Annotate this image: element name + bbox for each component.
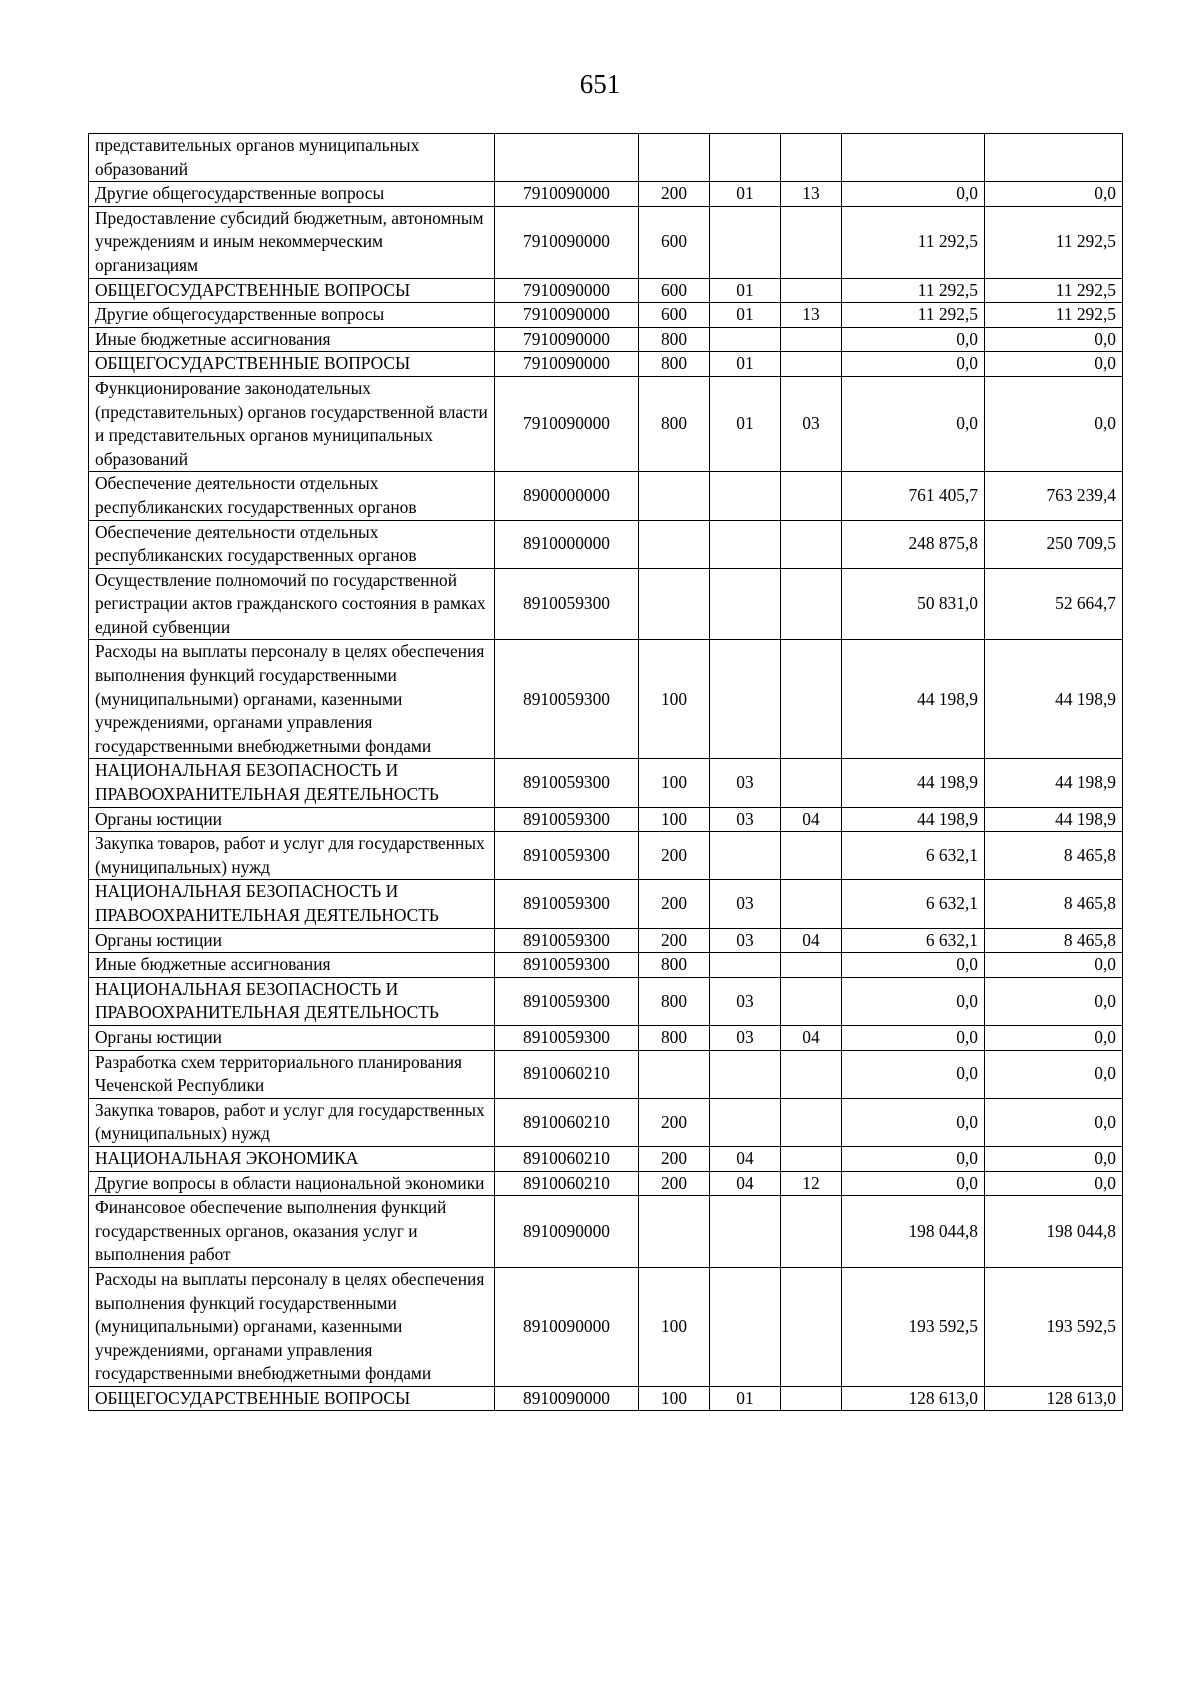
expense-type-cell: 200	[639, 880, 710, 928]
expense-type-cell: 100	[639, 1386, 710, 1411]
table-row	[89, 977, 1123, 1025]
table-row	[89, 1196, 1123, 1268]
section-cell	[710, 640, 781, 759]
section-cell	[710, 1196, 781, 1268]
subsection-cell	[781, 352, 842, 377]
amount-2-cell: 0,0	[985, 376, 1123, 471]
section-cell: 01	[710, 352, 781, 377]
section-cell	[710, 1267, 781, 1386]
section-cell	[710, 953, 781, 978]
expense-type-cell: 100	[639, 759, 710, 807]
code-cell: 7910090000	[495, 278, 639, 303]
amount-1-cell: 0,0	[842, 327, 985, 352]
row-name-cell: Другие вопросы в области национальной экономики	[89, 1171, 495, 1196]
row-name-cell: Органы юстиции	[89, 807, 495, 832]
subsection-cell	[781, 640, 842, 759]
row-name-cell: представительных органов муниципальных образований	[89, 134, 495, 182]
table-row	[89, 206, 1123, 278]
section-cell	[710, 520, 781, 568]
code-cell: 8910059300	[495, 977, 639, 1025]
table-row	[89, 568, 1123, 640]
amount-1-cell: 44 198,9	[842, 807, 985, 832]
amount-1-cell: 11 292,5	[842, 206, 985, 278]
section-cell	[710, 134, 781, 182]
amount-2-cell: 52 664,7	[985, 568, 1123, 640]
amount-1-cell: 0,0	[842, 977, 985, 1025]
section-cell	[710, 472, 781, 520]
subsection-cell: 13	[781, 182, 842, 207]
subsection-cell	[781, 1267, 842, 1386]
row-name-cell: НАЦИОНАЛЬНАЯ БЕЗОПАСНОСТЬ И ПРАВООХРАНИТЕЛЬНАЯ ДЕЯТЕЛЬНОСТЬ	[89, 977, 495, 1025]
table-row	[89, 1267, 1123, 1386]
amount-2-cell	[985, 134, 1123, 182]
amount-1-cell: 0,0	[842, 1025, 985, 1050]
expense-type-cell	[639, 1050, 710, 1098]
amount-2-cell: 250 709,5	[985, 520, 1123, 568]
table-row	[89, 352, 1123, 377]
subsection-cell: 03	[781, 376, 842, 471]
amount-2-cell: 193 592,5	[985, 1267, 1123, 1386]
section-cell	[710, 832, 781, 880]
expense-type-cell: 600	[639, 206, 710, 278]
expense-type-cell: 800	[639, 953, 710, 978]
expense-type-cell: 800	[639, 977, 710, 1025]
row-name-cell: Органы юстиции	[89, 928, 495, 953]
table-row	[89, 134, 1123, 182]
amount-1-cell: 11 292,5	[842, 303, 985, 328]
row-name-cell: НАЦИОНАЛЬНАЯ ЭКОНОМИКА	[89, 1146, 495, 1171]
table-row	[89, 832, 1123, 880]
section-cell: 04	[710, 1146, 781, 1171]
table-row	[89, 1098, 1123, 1146]
row-name-cell: Осуществление полномочий по государственной регистрации актов гражданского состояния в рамках единой субвенции	[89, 568, 495, 640]
table-row	[89, 807, 1123, 832]
amount-1-cell: 0,0	[842, 1098, 985, 1146]
subsection-cell	[781, 134, 842, 182]
subsection-cell: 04	[781, 1025, 842, 1050]
row-name-cell: Другие общегосударственные вопросы	[89, 182, 495, 207]
section-cell: 01	[710, 376, 781, 471]
expense-type-cell: 100	[639, 1267, 710, 1386]
expense-type-cell: 800	[639, 376, 710, 471]
row-name-cell: Закупка товаров, работ и услуг для государственных (муниципальных) нужд	[89, 1098, 495, 1146]
expense-type-cell: 800	[639, 327, 710, 352]
code-cell: 7910090000	[495, 182, 639, 207]
subsection-cell	[781, 278, 842, 303]
row-name-cell: Финансовое обеспечение выполнения функций государственных органов, оказания услуг и выполнения работ	[89, 1196, 495, 1268]
subsection-cell: 04	[781, 928, 842, 953]
amount-2-cell: 0,0	[985, 953, 1123, 978]
expense-type-cell	[639, 1196, 710, 1268]
table-row	[89, 640, 1123, 759]
section-cell: 03	[710, 977, 781, 1025]
code-cell: 8900000000	[495, 472, 639, 520]
expense-type-cell: 100	[639, 807, 710, 832]
subsection-cell	[781, 832, 842, 880]
section-cell: 03	[710, 1025, 781, 1050]
amount-1-cell: 193 592,5	[842, 1267, 985, 1386]
amount-2-cell: 11 292,5	[985, 278, 1123, 303]
amount-1-cell: 50 831,0	[842, 568, 985, 640]
section-cell: 03	[710, 928, 781, 953]
table-row	[89, 303, 1123, 328]
row-name-cell: Обеспечение деятельности отдельных республиканских государственных органов	[89, 520, 495, 568]
table-row	[89, 1025, 1123, 1050]
amount-1-cell: 6 632,1	[842, 928, 985, 953]
amount-2-cell: 198 044,8	[985, 1196, 1123, 1268]
code-cell: 7910090000	[495, 303, 639, 328]
subsection-cell	[781, 1196, 842, 1268]
amount-2-cell: 8 465,8	[985, 928, 1123, 953]
section-cell	[710, 1050, 781, 1098]
code-cell: 7910090000	[495, 352, 639, 377]
amount-1-cell: 6 632,1	[842, 832, 985, 880]
subsection-cell	[781, 977, 842, 1025]
expense-type-cell	[639, 472, 710, 520]
row-name-cell: ОБЩЕГОСУДАРСТВЕННЫЕ ВОПРОСЫ	[89, 278, 495, 303]
expense-type-cell: 600	[639, 278, 710, 303]
expense-type-cell: 200	[639, 182, 710, 207]
row-name-cell: Иные бюджетные ассигнования	[89, 327, 495, 352]
amount-1-cell: 0,0	[842, 182, 985, 207]
amount-1-cell: 128 613,0	[842, 1386, 985, 1411]
expense-type-cell: 600	[639, 303, 710, 328]
row-name-cell: ОБЩЕГОСУДАРСТВЕННЫЕ ВОПРОСЫ	[89, 352, 495, 377]
row-name-cell: Обеспечение деятельности отдельных республиканских государственных органов	[89, 472, 495, 520]
expense-type-cell: 200	[639, 1146, 710, 1171]
amount-2-cell: 0,0	[985, 1171, 1123, 1196]
section-cell: 01	[710, 278, 781, 303]
row-name-cell: Функционирование законодательных (представительных) органов государственной власти и представительных органов муниципальных образований	[89, 376, 495, 471]
subsection-cell	[781, 1386, 842, 1411]
row-name-cell: Расходы на выплаты персоналу в целях обеспечения выполнения функций государственными (муниципальными) органами, казенными учреждениями, органами управления государственными внебюджетными фондами	[89, 640, 495, 759]
expense-type-cell: 200	[639, 1171, 710, 1196]
section-cell	[710, 568, 781, 640]
section-cell: 04	[710, 1171, 781, 1196]
table-row	[89, 880, 1123, 928]
expense-type-cell	[639, 134, 710, 182]
section-cell	[710, 1098, 781, 1146]
amount-2-cell: 0,0	[985, 182, 1123, 207]
table-row	[89, 953, 1123, 978]
section-cell	[710, 206, 781, 278]
section-cell: 01	[710, 303, 781, 328]
table-row	[89, 278, 1123, 303]
amount-1-cell: 0,0	[842, 1171, 985, 1196]
table-row	[89, 1171, 1123, 1196]
code-cell: 8910059300	[495, 832, 639, 880]
code-cell: 7910090000	[495, 376, 639, 471]
page-number: 651	[579, 69, 621, 99]
subsection-cell	[781, 1098, 842, 1146]
section-cell: 03	[710, 759, 781, 807]
amount-2-cell: 0,0	[985, 352, 1123, 377]
amount-2-cell: 8 465,8	[985, 832, 1123, 880]
subsection-cell: 12	[781, 1171, 842, 1196]
code-cell: 7910090000	[495, 327, 639, 352]
subsection-cell	[781, 1146, 842, 1171]
code-cell: 8910059300	[495, 759, 639, 807]
code-cell: 8910060210	[495, 1171, 639, 1196]
amount-2-cell: 0,0	[985, 977, 1123, 1025]
amount-1-cell: 44 198,9	[842, 640, 985, 759]
code-cell: 8910060210	[495, 1050, 639, 1098]
budget-table	[88, 133, 1123, 1411]
code-cell: 8910090000	[495, 1196, 639, 1268]
subsection-cell	[781, 880, 842, 928]
code-cell: 8910059300	[495, 953, 639, 978]
amount-2-cell: 763 239,4	[985, 472, 1123, 520]
section-cell: 01	[710, 1386, 781, 1411]
table-row	[89, 1146, 1123, 1171]
amount-1-cell: 44 198,9	[842, 759, 985, 807]
row-name-cell: Другие общегосударственные вопросы	[89, 303, 495, 328]
code-cell: 8910090000	[495, 1386, 639, 1411]
code-cell: 8910059300	[495, 807, 639, 832]
table-row	[89, 759, 1123, 807]
amount-2-cell: 0,0	[985, 1098, 1123, 1146]
amount-1-cell	[842, 134, 985, 182]
code-cell: 8910059300	[495, 1025, 639, 1050]
code-cell: 8910059300	[495, 880, 639, 928]
table-row	[89, 182, 1123, 207]
amount-1-cell: 0,0	[842, 1050, 985, 1098]
row-name-cell: Разработка схем территориального планирования Чеченской Республики	[89, 1050, 495, 1098]
expense-type-cell: 200	[639, 928, 710, 953]
amount-2-cell: 44 198,9	[985, 759, 1123, 807]
section-cell: 03	[710, 807, 781, 832]
subsection-cell	[781, 953, 842, 978]
subsection-cell: 04	[781, 807, 842, 832]
code-cell: 8910059300	[495, 640, 639, 759]
row-name-cell: Расходы на выплаты персоналу в целях обеспечения выполнения функций государственными (муниципальными) органами, казенными учреждениями, органами управления государственными внебюджетными фондами	[89, 1267, 495, 1386]
code-cell: 8910060210	[495, 1098, 639, 1146]
row-name-cell: Органы юстиции	[89, 1025, 495, 1050]
amount-2-cell: 44 198,9	[985, 640, 1123, 759]
subsection-cell	[781, 327, 842, 352]
amount-2-cell: 0,0	[985, 1146, 1123, 1171]
code-cell: 8910090000	[495, 1267, 639, 1386]
subsection-cell	[781, 1050, 842, 1098]
subsection-cell	[781, 568, 842, 640]
table-row	[89, 376, 1123, 471]
row-name-cell: Предоставление субсидий бюджетным, автономным учреждениям и иным некоммерческим организациям	[89, 206, 495, 278]
expense-type-cell: 800	[639, 352, 710, 377]
subsection-cell	[781, 520, 842, 568]
expense-type-cell	[639, 520, 710, 568]
amount-2-cell: 44 198,9	[985, 807, 1123, 832]
table-row	[89, 327, 1123, 352]
expense-type-cell	[639, 568, 710, 640]
amount-2-cell: 11 292,5	[985, 303, 1123, 328]
expense-type-cell: 100	[639, 640, 710, 759]
amount-2-cell: 0,0	[985, 1050, 1123, 1098]
table-row	[89, 1050, 1123, 1098]
amount-1-cell: 0,0	[842, 352, 985, 377]
amount-2-cell: 8 465,8	[985, 880, 1123, 928]
code-cell: 8910000000	[495, 520, 639, 568]
subsection-cell	[781, 206, 842, 278]
amount-1-cell: 198 044,8	[842, 1196, 985, 1268]
amount-2-cell: 0,0	[985, 327, 1123, 352]
code-cell: 8910059300	[495, 568, 639, 640]
expense-type-cell: 200	[639, 1098, 710, 1146]
expense-type-cell: 800	[639, 1025, 710, 1050]
amount-1-cell: 6 632,1	[842, 880, 985, 928]
row-name-cell: НАЦИОНАЛЬНАЯ БЕЗОПАСНОСТЬ И ПРАВООХРАНИТЕЛЬНАЯ ДЕЯТЕЛЬНОСТЬ	[89, 880, 495, 928]
amount-1-cell: 761 405,7	[842, 472, 985, 520]
code-cell	[495, 134, 639, 182]
row-name-cell: Закупка товаров, работ и услуг для государственных (муниципальных) нужд	[89, 832, 495, 880]
amount-1-cell: 11 292,5	[842, 278, 985, 303]
table-row	[89, 928, 1123, 953]
code-cell: 8910059300	[495, 928, 639, 953]
row-name-cell: НАЦИОНАЛЬНАЯ БЕЗОПАСНОСТЬ И ПРАВООХРАНИТЕЛЬНАЯ ДЕЯТЕЛЬНОСТЬ	[89, 759, 495, 807]
section-cell: 03	[710, 880, 781, 928]
amount-1-cell: 248 875,8	[842, 520, 985, 568]
row-name-cell: Иные бюджетные ассигнования	[89, 953, 495, 978]
amount-2-cell: 0,0	[985, 1025, 1123, 1050]
subsection-cell	[781, 472, 842, 520]
amount-1-cell: 0,0	[842, 1146, 985, 1171]
section-cell	[710, 327, 781, 352]
amount-2-cell: 128 613,0	[985, 1386, 1123, 1411]
section-cell: 01	[710, 182, 781, 207]
subsection-cell	[781, 759, 842, 807]
code-cell: 8910060210	[495, 1146, 639, 1171]
row-name-cell: ОБЩЕГОСУДАРСТВЕННЫЕ ВОПРОСЫ	[89, 1386, 495, 1411]
code-cell: 7910090000	[495, 206, 639, 278]
amount-1-cell: 0,0	[842, 953, 985, 978]
expense-type-cell: 200	[639, 832, 710, 880]
table-row	[89, 520, 1123, 568]
subsection-cell: 13	[781, 303, 842, 328]
table-row	[89, 472, 1123, 520]
amount-2-cell: 11 292,5	[985, 206, 1123, 278]
amount-1-cell: 0,0	[842, 376, 985, 471]
table-row	[89, 1386, 1123, 1411]
